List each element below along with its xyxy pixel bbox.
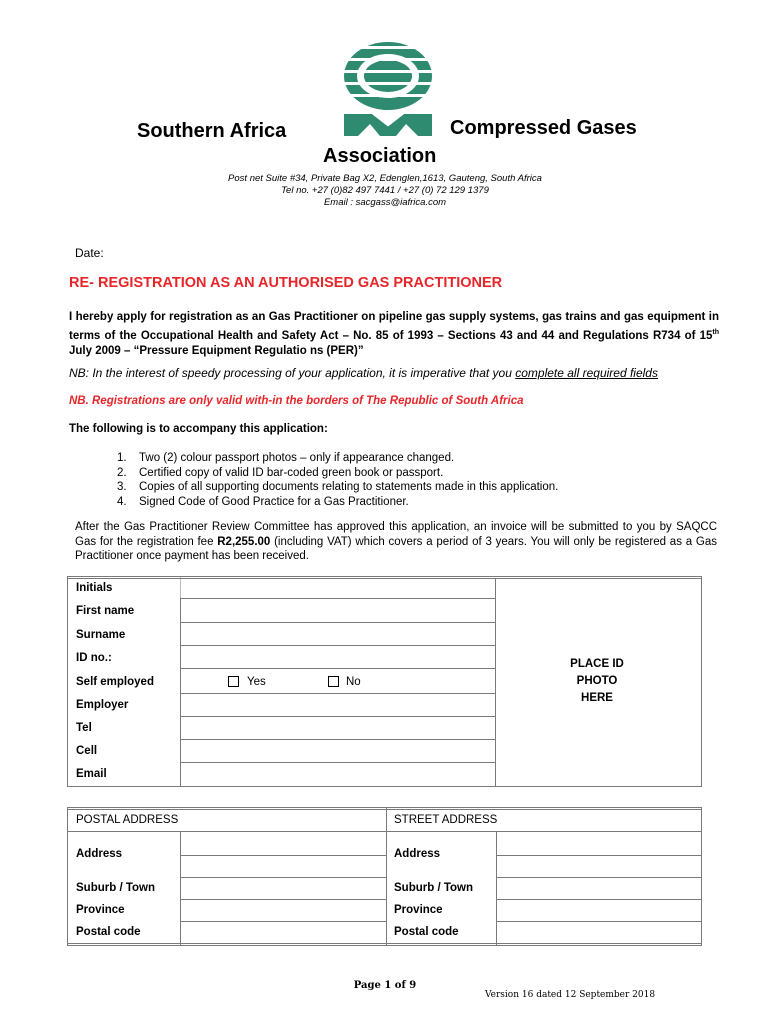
application-statement: I hereby apply for registration as an Gas Practitioner on pipeline gas supply systems, gas trains and gas equipment in terms of the Occupational Health and Safety Act – No. 85 of 1993 – Sections 43 and 44 and Regulations R734 of 15th July 2009 – “Pressure Equipment Regulatio ns (PER)” xyxy=(69,311,719,357)
email-contact: Email : sacgass@iafrica.com xyxy=(323,197,447,208)
street-address-label: Address xyxy=(394,848,441,860)
postal-province-field[interactable] xyxy=(181,900,386,921)
postal-address-heading: POSTAL ADDRESS xyxy=(76,814,179,826)
requirements-list xyxy=(117,451,558,509)
street-code-field[interactable] xyxy=(497,922,701,943)
email-field[interactable] xyxy=(181,763,495,786)
postal-address: Post net Suite #34, Private Bag X2, Edenglen,1613, Gauteng, South Africa xyxy=(228,173,542,184)
tel-label: Tel xyxy=(76,722,92,734)
page-number: Page 1 of 9 xyxy=(353,980,417,991)
surname-field[interactable] xyxy=(181,623,495,645)
email-label: Email xyxy=(76,768,107,780)
telephone: Tel no. +27 (0)82 497 7441 / +27 (0) 72 129 1379 xyxy=(281,185,489,196)
initials-label: Initials xyxy=(76,582,113,594)
street-code-label: Postal code xyxy=(394,926,459,938)
self-employed-label: Self employed xyxy=(76,676,154,688)
date-label: Date: xyxy=(75,246,104,260)
street-address-field[interactable] xyxy=(497,832,701,877)
tel-field[interactable] xyxy=(181,717,495,739)
postal-address-label: Address xyxy=(76,848,123,860)
accompany-heading: The following is to accompany this application: xyxy=(69,423,328,435)
id-no-label: ID no.: xyxy=(76,652,112,664)
postal-address-field[interactable] xyxy=(181,832,386,877)
postal-province-label: Province xyxy=(76,904,125,916)
cell-field[interactable] xyxy=(181,740,495,762)
street-province-field[interactable] xyxy=(497,900,701,921)
org-name-left: Southern Africa xyxy=(137,120,287,142)
no-label: No xyxy=(346,676,361,688)
street-province-label: Province xyxy=(394,904,443,916)
street-address-heading: STREET ADDRESS xyxy=(394,814,498,826)
nb-validity: NB. Registrations are only valid with-in the borders of The Republic of South Africa xyxy=(69,395,524,407)
employer-label: Employer xyxy=(76,699,129,711)
postal-suburb-label: Suburb / Town xyxy=(76,882,155,894)
id-no-field[interactable] xyxy=(181,646,495,668)
version-note: Version 16 dated 12 September 2018 xyxy=(485,990,656,1000)
org-name-bottom: Association xyxy=(323,145,437,167)
list-item: 4. Signed Code of Good Practice for a Gas Practitioner. xyxy=(117,495,409,508)
org-name-right: Compressed Gases xyxy=(450,117,637,139)
postal-code-label: Postal code xyxy=(76,926,141,938)
first-name-label: First name xyxy=(76,605,135,617)
initials-field[interactable] xyxy=(181,579,495,598)
first-name-field[interactable] xyxy=(181,599,495,622)
postal-suburb-field[interactable] xyxy=(181,878,386,899)
list-item: 3. Copies of all supporting documents relating to statements made in this application. xyxy=(117,481,559,493)
employer-field[interactable] xyxy=(181,694,495,716)
surname-label: Surname xyxy=(76,629,126,641)
postal-code-field[interactable] xyxy=(181,922,386,943)
street-suburb-field[interactable] xyxy=(497,878,701,899)
association-logo-icon xyxy=(340,38,440,138)
self-employed-yes-checkbox[interactable] xyxy=(228,676,239,687)
list-item: 1. Two (2) colour passport photos – only if appearance changed. xyxy=(117,452,455,464)
photo-placeholder: PLACE ID PHOTO HERE xyxy=(570,658,624,704)
self-employed-no-checkbox[interactable] xyxy=(328,676,339,687)
list-item: 2. Certified copy of valid ID bar-coded green book or passport. xyxy=(117,466,444,479)
cell-label: Cell xyxy=(76,745,98,757)
street-suburb-label: Suburb / Town xyxy=(394,882,473,894)
nb-required-fields: NB: In the interest of speedy processing of your application, it is imperative that you complete all required fields xyxy=(69,366,658,380)
payment-note: After the Gas Practitioner Review Committee has approved this application, an invoice will be submitted to you by SAQCC Gas for the registration fee R2,255.00 (including VAT) which covers a period of 3 years. You will only be registered as a Gas Practitioner once payment has been received. xyxy=(75,521,717,562)
page-title: RE- REGISTRATION AS AN AUTHORISED GAS PRACTITIONER xyxy=(69,275,503,291)
yes-label: Yes xyxy=(247,676,266,688)
